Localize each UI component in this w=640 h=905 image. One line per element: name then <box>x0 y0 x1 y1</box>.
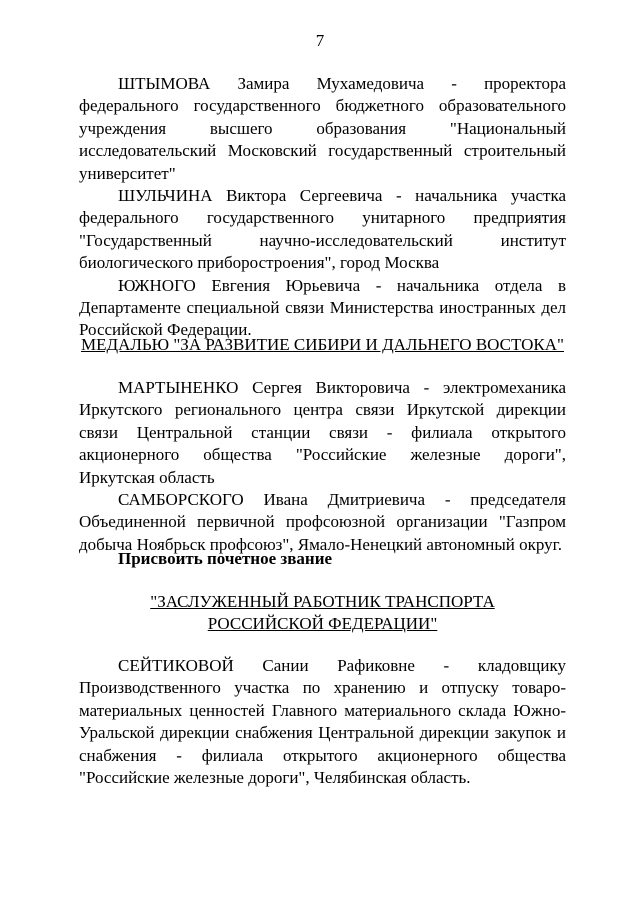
award-list-block-1 <box>79 73 566 342</box>
medal-heading-wrapper <box>79 334 566 356</box>
honorary-title-list <box>79 655 566 789</box>
medal-heading: МЕДАЛЬЮ "ЗА РАЗВИТИЕ СИБИРИ И ДАЛЬНЕГО ВОСТОКА" <box>80 335 564 354</box>
assign-title-wrapper <box>79 548 566 570</box>
honorary-title-heading <box>79 591 566 635</box>
honorary-title-heading-line-2: РОССИЙСКОЙ ФЕДЕРАЦИИ" <box>207 614 438 633</box>
assign-title-text: Присвоить почетное звание <box>118 549 333 568</box>
award-entry-samborsky: САМБОРСКОГО Ивана Дмитриевича - председателя Объединенной первичной профсоюзной организации "Газпром добыча Ноябрьск профсоюз", Ямало-Ненецкий автономный округ. <box>79 490 566 554</box>
award-entry-shtymov: ШТЫМОВА Замира Мухамедовича - проректора федерального государственного бюджетного образовательного учреждения высшего образования "Национальный исследовательский Московский государственный строительный университет" <box>79 74 566 183</box>
medal-award-list <box>79 377 566 556</box>
honorary-title-heading-line-1: "ЗАСЛУЖЕННЫЙ РАБОТНИК ТРАНСПОРТА <box>150 592 495 611</box>
award-entry-martynenko: МАРТЫНЕНКО Сергея Викторовича - электромеханика Иркутского регионального центра связи Иркутской дирекции связи Центральной станции связи - филиала открытого акционерного общества "Российские железные дороги", Иркутская область <box>79 378 566 487</box>
award-entry-seitikova: СЕЙТИКОВОЙ Сании Рафиковне - кладовщику Производственного участка по хранению и отпуску товаро-материальных ценностей Главного материального склада Южно-Уральской дирекции снабжения Центральной дирекции закупок и снабжения - филиала открытого акционерного общества "Российские железные дороги", Челябинская область. <box>79 656 566 788</box>
award-entry-yuzhny: ЮЖНОГО Евгения Юрьевича - начальника отдела в Департаменте специальной связи Министерства иностранных дел Российской Федерации. <box>79 275 566 340</box>
page-number: 7 <box>315 31 325 50</box>
award-entry-shulchin: ШУЛЬЧИНА Виктора Сергеевича - начальника участка федерального государственного унитарного предприятия "Государственный научно-исследовательский институт биологического приборостроения", город Москва <box>79 186 566 273</box>
